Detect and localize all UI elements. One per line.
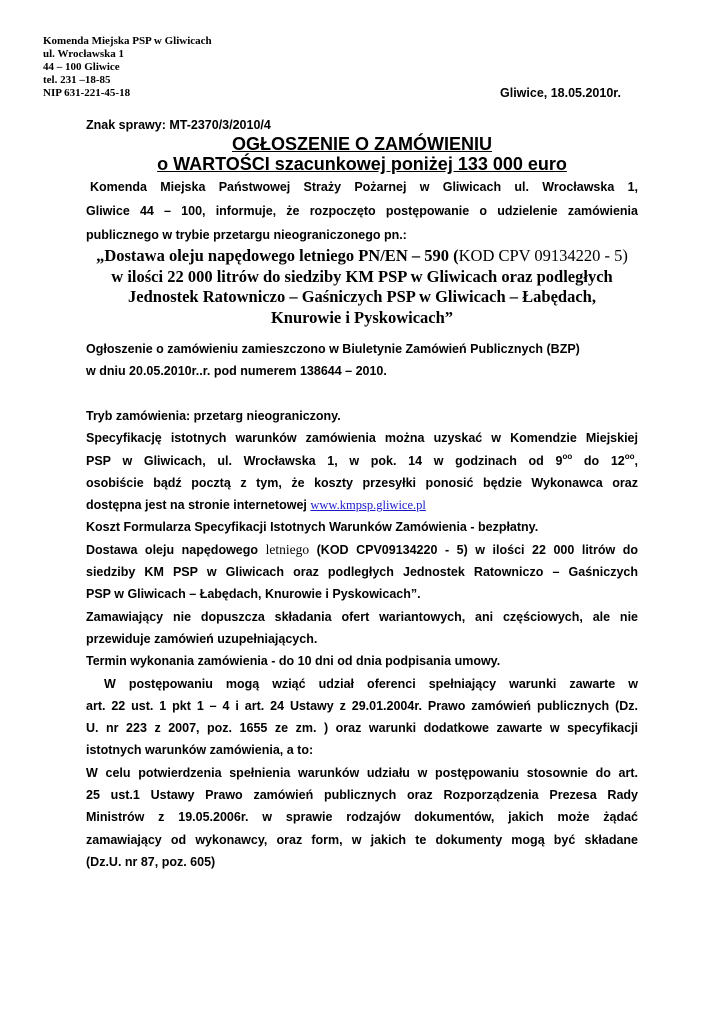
case-reference: Znak sprawy: MT-2370/3/2010/4: [86, 118, 271, 132]
specification-line: Specyfikację istotnych warunków zamówienia można uzyskać w Komendzie Miejskiej: [86, 431, 638, 446]
subject-line-bold: „Dostawa oleju napędowego letniego PN/EN – 590 (: [96, 246, 459, 265]
completion-deadline: Termin wykonania zamówienia - do 10 dni od dnia podpisania umowy.: [86, 654, 501, 669]
org-nip: NIP 631-221-45-18: [43, 87, 131, 99]
subject-line: [86, 246, 638, 267]
intro-line: Gliwice 44 – 100, informuje, że rozpoczęto postępowanie o udzielenie zamówienia: [86, 204, 638, 218]
conditions-line: W postępowaniu mogą wziąć udział oferenci spełniający warunki zawarte w: [104, 676, 638, 691]
sender-address: [43, 35, 212, 100]
proof-line: zamawiający od wykonawcy, oraz form, w jakich te dokumenty mogą być składane: [86, 832, 638, 847]
proof-line: W celu potwierdzenia spełnienia warunków udziału w postępowaniu stosownie do art.: [86, 765, 638, 780]
specification-line: dostępna jest na stronie internetowej www.kmpsp.gliwice.pl: [86, 498, 426, 513]
intro-paragraph: [86, 175, 638, 247]
org-name: Komenda Miejska PSP w Gliwicach: [43, 35, 212, 47]
procurement-subject: [86, 246, 638, 328]
bzp-line: w dniu 20.05.2010r..r. pod numerem 138644 – 2010.: [86, 364, 387, 378]
place-date: Gliwice, 18.05.2010r.: [500, 86, 621, 100]
conditions-line: istotnych warunków zamówienia, a to:: [86, 743, 314, 758]
subject-cpv-code: KOD CPV 09134220 - 5): [458, 246, 628, 265]
procedure-mode: Tryb zamówienia: przetarg nieograniczony.: [86, 409, 341, 423]
delivery-line: siedziby KM PSP w Gliwicach oraz podległych Jednostek Ratowniczo – Gaśniczych: [86, 565, 638, 580]
time-superscript: oo: [624, 451, 635, 461]
website-link[interactable]: www.kmpsp.gliwice.pl: [310, 498, 426, 513]
specification-line: PSP w Gliwicach, ul. Wrocławska 1, w pok. 14 w godzinach od $9^{oo}$ do $12^{oo}$,: [86, 451, 638, 468]
subject-line: Jednostek Ratowniczo – Gaśniczych PSP w Gliwicach – Łabędach,: [128, 287, 596, 306]
proof-line: Ministrów z 19.05.2006r. w sprawie rodzajów dokumentów, jakich może żądać: [86, 810, 638, 825]
notice-body: [86, 405, 638, 873]
variants-line: przewiduje zamówień uzupełniających.: [86, 631, 318, 646]
conditions-line: U. nr 223 z 2007, poz. 1655 ze zm. ) oraz warunki dodatkowe zawarte w specyfikacji: [86, 721, 638, 736]
intro-line: Komenda Miejska Państwowej Straży Pożarnej w Gliwicach ul. Wrocławska 1,: [90, 180, 638, 194]
bzp-line: Ogłoszenie o zamówieniu zamieszczono w Biuletynie Zamówień Publicznych (BZP): [86, 342, 580, 356]
proof-line: 25 ust.1 Ustawy Prawo zamówień publicznych oraz Rozporządzenia Prezesa Rady: [86, 788, 638, 803]
variants-line: Zamawiający nie dopuszcza składania ofert wariantowych, ani częściowych, ale nie: [86, 609, 638, 624]
delivery-line: PSP w Gliwicach – Łabędach, Knurowie i Pyskowicach”.: [86, 587, 421, 602]
delivery-line: Dostawa oleju napędowego letniego (KOD CPV09134220 - 5) w ilości 22 000 litrów do: [86, 541, 638, 557]
conditions-line: art. 22 ust. 1 pkt 1 – 4 i art. 24 Ustawy z 29.01.2004r. Prawo zamówień publicznych (Dz.: [86, 698, 638, 713]
org-street: ul. Wrocławska 1: [43, 48, 124, 60]
document-title: OGŁOSZENIE O ZAMÓWIENIU: [232, 134, 492, 154]
subject-line: Knurowie i Pyskowicach”: [270, 307, 454, 327]
org-city: 44 – 100 Gliwice: [43, 61, 120, 73]
time-superscript: oo: [562, 451, 573, 461]
org-phone: tel. 231 –18-85: [43, 74, 111, 86]
proof-line: (Dz.U. nr 87, poz. 605): [86, 854, 216, 869]
subject-line: w ilości 22 000 litrów do siedziby KM PSP w Gliwicach oraz podległych: [111, 266, 613, 286]
document-subtitle: o WARTOŚCI szacunkowej poniżej 133 000 euro: [157, 154, 567, 174]
bzp-notice: [86, 338, 638, 382]
specification-line: osobiście bądź pocztą z tym, że koszty przesyłki ponosić będzie Wykonawca oraz: [86, 475, 638, 490]
form-cost: Koszt Formularza Specyfikacji Istotnych Warunków Zamówienia - bezpłatny.: [86, 520, 539, 535]
intro-line: publicznego w trybie przetargu nieograniczonego pn.:: [86, 228, 407, 242]
